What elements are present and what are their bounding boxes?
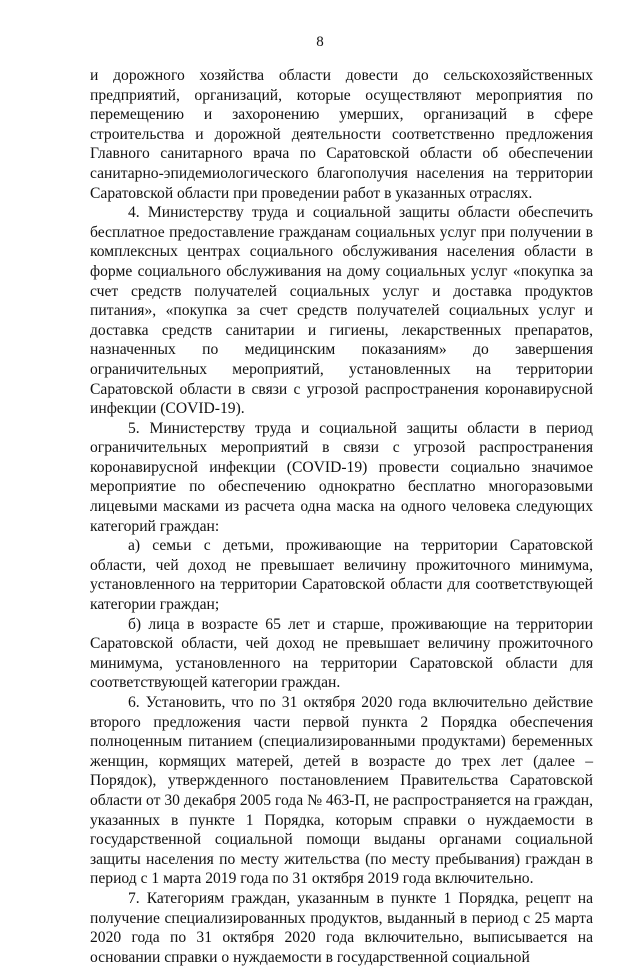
- paragraph-item-7: 7. Категориям граждан, указанным в пункте 1 Порядка, рецепт на получение специализированных продуктов, выданный в период с 25 марта 2020 года по 31 октября 2020 года включительно, выписывается на основании справки о нуждаемости в государственной социальной: [90, 889, 593, 966]
- paragraph-item-4: 4. Министерству труда и социальной защиты области обеспечить бесплатное предоставление гражданам социальных услуг при получении в комплексных центрах социального обслуживания населения области в форме социального обслуживания на дому социальных услуг «покупка за счет средств получателей социальных услуг и доставка продуктов питания», «покупка за счет средств получателей социальных услуг и доставка средств санитарии и гигиены, лекарственных препаратов, назначенных по медицинским показаниям» до завершения ограничительных мероприятий, установленных на территории Саратовской области в связи с угрозой распространения коронавирусной инфекции (COVID-19).: [90, 204, 593, 418]
- paragraph-item-6: 6. Установить, что по 31 октября 2020 года включительно действие второго предложения части первой пункта 2 Порядка обеспечения полноценным питанием (специализированными продуктами) беременных женщин, кормящих матерей, детей в возрасте до трех лет (далее – Порядок), утвержденного постановлением Правительства Саратовской области от 30 декабря 2005 года № 463-П, не распространяется на граждан, указанных в пункте 1 Порядка, которым справки о нуждаемости в государственной социальной помощи выданы органами социальной защиты населения по месту жительства (по месту пребывания) граждан в период с 1 марта 2019 года по 31 октября 2019 года включительно.: [90, 694, 593, 888]
- page-number: 8: [316, 34, 324, 50]
- paragraph-item-5: 5. Министерству труда и социальной защиты области в период ограничительных мероприятий в связи с угрозой распространения коронавирусной инфекции (COVID-19) провести социально значимое мероприятие по обеспечению однократно бесплатно многоразовыми лицевыми масками из расчета одна маска на одного человека следующих категорий граждан:: [90, 419, 593, 535]
- paragraph-item-5a: а) семьи с детьми, проживающие на территории Саратовской области, чей доход не превышает величину прожиточного минимума, установленного на территории Саратовской области для соответствующей категории граждан;: [90, 537, 593, 614]
- paragraph-item-5b: б) лица в возрасте 65 лет и старше, проживающие на территории Саратовской области, чей доход не превышает величину прожиточного минимума, установленного на территории Саратовской области для соответствующей категории граждан.: [90, 615, 593, 692]
- paragraph-continuation: и дорожного хозяйства области довести до сельскохозяйственных предприятий, организаций, которые осуществляют мероприятия по перемещению и захоронению умерших, организаций в сфере строительства и дорожной деятельности соответственно предложения Главного санитарного врача по Саратовской области об обеспечении санитарно-эпидемиологического благополучия населения на территории Саратовской области при проведении работ в указанных отраслях.: [90, 67, 593, 202]
- document-body: [90, 66, 593, 967]
